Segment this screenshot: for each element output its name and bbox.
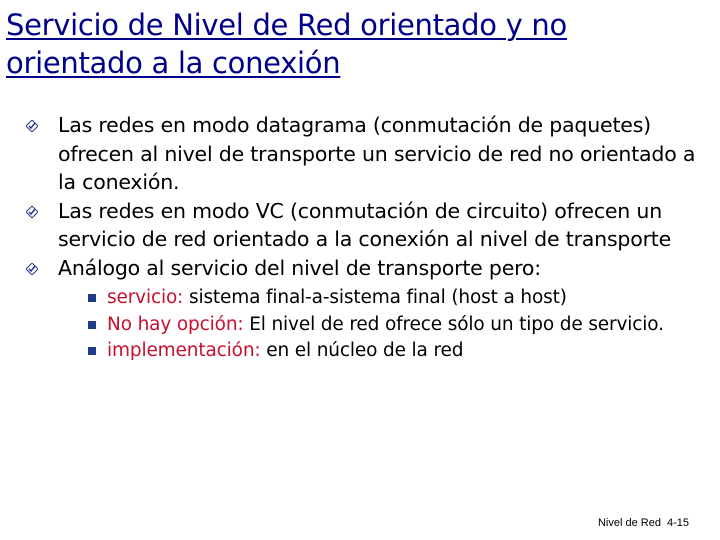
checkmark-diamond-icon	[26, 120, 38, 132]
subbullet-label: No hay opción:	[107, 313, 244, 335]
square-bullet-icon	[88, 294, 96, 302]
subbullet-text: El nivel de red ofrece sólo un tipo de servicio.	[243, 313, 664, 335]
bullet-text: Análogo al servicio del nivel de transporte pero:	[58, 255, 541, 280]
subbullet-text: en el núcleo de la red	[260, 340, 464, 361]
subbullet-label: servicio:	[107, 287, 184, 308]
subbullet-item	[88, 313, 706, 338]
bullet-item	[26, 197, 706, 254]
bullet-item	[26, 111, 706, 197]
footer-section: Nivel de Red	[597, 517, 661, 529]
bullet-text: Las redes en modo datagrama (conmutación de paquetes) ofrecen al nivel de transporte un servicio de red no orientado a la conexión.	[58, 113, 696, 194]
bullet-list	[26, 111, 706, 366]
subbullet-text: sistema final-a-sistema final (host a host)	[183, 287, 567, 308]
bullet-text: Las redes en modo VC (conmutación de circuito) ofrecen un servicio de red orientado a la conexión al nivel de transporte	[58, 198, 672, 251]
subbullet-list	[58, 286, 706, 364]
bullet-item	[26, 254, 706, 364]
checkmark-diamond-icon	[26, 206, 38, 218]
slide-title: Servicio de Nivel de Red orientado y no orientado a la conexión	[6, 8, 567, 80]
subbullet-item	[88, 286, 706, 311]
subbullet-item	[88, 339, 706, 364]
checkmark-diamond-icon	[26, 263, 38, 275]
slide-footer	[598, 516, 689, 530]
page-number: 4-15	[666, 517, 689, 529]
subbullet-label: implementación:	[107, 340, 261, 361]
square-bullet-icon	[88, 321, 96, 329]
square-bullet-icon	[88, 347, 96, 355]
